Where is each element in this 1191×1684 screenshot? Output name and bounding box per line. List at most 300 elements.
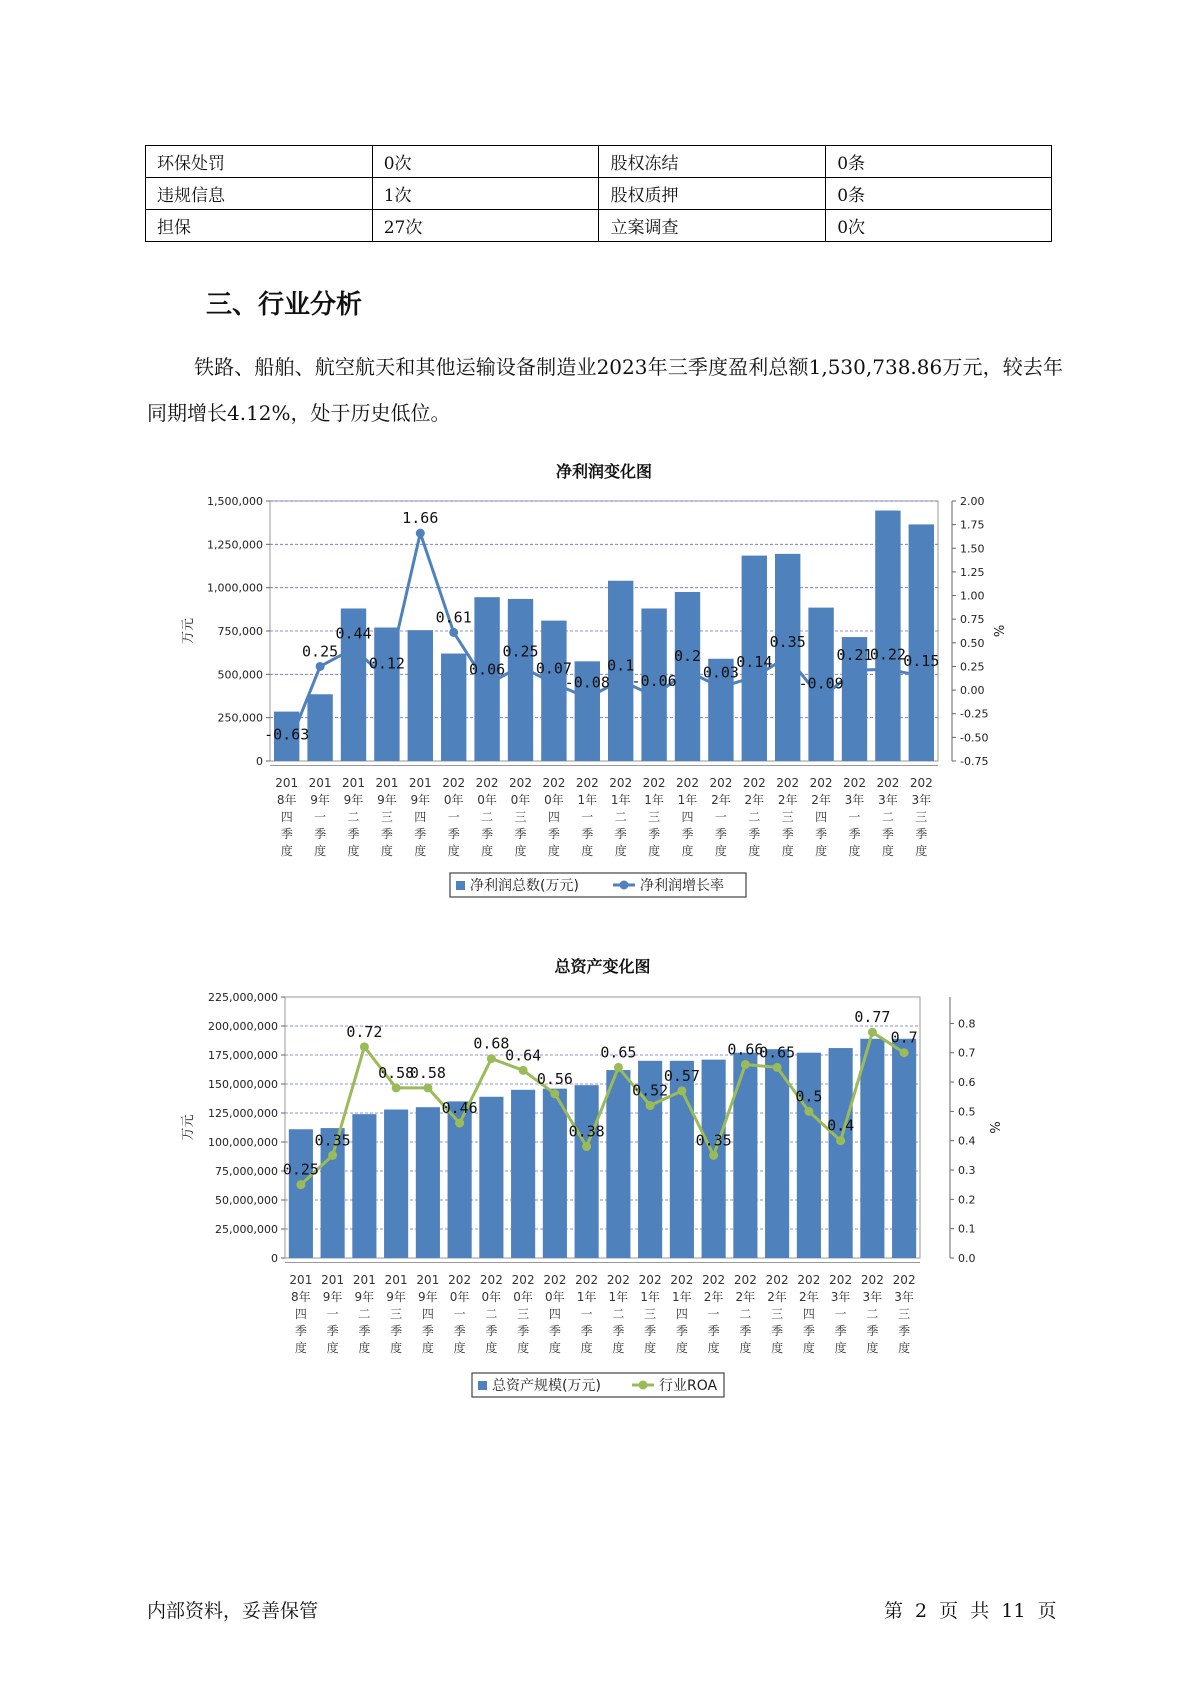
y2-tick-label: 2.00 <box>960 495 985 508</box>
line-point <box>883 665 892 674</box>
svg-text:1年: 1年 <box>640 1290 660 1304</box>
svg-text:季: 季 <box>644 1324 657 1338</box>
svg-text:202: 202 <box>892 1273 916 1287</box>
data-label: 0.21 <box>836 646 873 665</box>
svg-text:度: 度 <box>358 1341 371 1355</box>
x-tick-label <box>416 1273 439 1355</box>
x-tick-label <box>353 1273 376 1355</box>
svg-text:度: 度 <box>675 1341 688 1355</box>
bar <box>829 1048 853 1258</box>
svg-text:202: 202 <box>606 1273 630 1287</box>
data-label: 0.2 <box>673 647 702 666</box>
svg-text:一: 一 <box>326 1307 339 1321</box>
y2-tick-label: 1.50 <box>960 542 985 556</box>
bar <box>408 630 433 761</box>
table-value-cell: 27次 <box>372 210 599 242</box>
data-label: 0.65 <box>759 1043 796 1062</box>
bar <box>352 1114 376 1258</box>
bar <box>479 1097 503 1258</box>
svg-text:季: 季 <box>580 1324 593 1338</box>
svg-text:3年: 3年 <box>894 1290 914 1304</box>
chart-title: 总资产变化图 <box>554 957 651 976</box>
data-label: 0.61 <box>435 608 472 627</box>
svg-text:二: 二 <box>748 810 761 824</box>
svg-text:1年: 1年 <box>577 793 598 807</box>
svg-text:一: 一 <box>707 1307 720 1321</box>
y-tick-label: 100,000,000 <box>208 1136 278 1149</box>
line-point <box>741 1060 750 1069</box>
svg-text:度: 度 <box>815 844 828 858</box>
industry-analysis-paragraph: 铁路、船舶、航空航天和其他运输设备制造业2023年三季度盈利总额1,530,738.86万元，较去年同期增长4.12%，处于历史低位。 <box>147 355 1063 425</box>
svg-text:季: 季 <box>707 1324 720 1338</box>
line-point <box>646 1101 655 1110</box>
data-label: 0.64 <box>505 1046 542 1065</box>
x-tick-label <box>643 776 666 858</box>
section-heading: 三、行业分析 <box>206 290 363 320</box>
x-tick-label <box>509 776 532 858</box>
x-tick-label <box>609 776 632 858</box>
chart-title: 净利润变化图 <box>555 462 653 481</box>
svg-text:三: 三 <box>517 1307 530 1321</box>
svg-text:三: 三 <box>915 810 928 824</box>
bar <box>511 1090 535 1258</box>
svg-text:0年: 0年 <box>443 793 464 807</box>
data-label: 0.57 <box>663 1066 700 1085</box>
data-label: -0.06 <box>631 671 677 690</box>
svg-text:二: 二 <box>347 810 360 824</box>
x-tick-label <box>375 776 398 858</box>
data-label: -0.08 <box>564 673 610 692</box>
line-point <box>868 1028 877 1037</box>
svg-text:三: 三 <box>390 1307 403 1321</box>
legend-line-label: 净利润增长率 <box>640 878 724 894</box>
x-tick-label <box>543 1273 566 1355</box>
svg-text:季: 季 <box>481 827 494 841</box>
svg-text:201: 201 <box>375 776 399 790</box>
svg-text:度: 度 <box>848 844 861 858</box>
svg-text:度: 度 <box>514 844 527 858</box>
data-label: 0.07 <box>535 659 572 678</box>
bar <box>733 1053 757 1258</box>
y2-tick-label: 0.5 <box>958 1105 976 1119</box>
svg-text:一: 一 <box>447 810 460 824</box>
y2-tick-label: -0.50 <box>960 731 989 745</box>
bar <box>909 524 934 761</box>
bar <box>892 1039 916 1258</box>
line-point <box>392 1083 401 1092</box>
table-label-cell: 担保 <box>146 210 373 242</box>
y-tick-label: 1,250,000 <box>207 538 263 552</box>
y2-tick-label: 0.7 <box>958 1046 976 1060</box>
svg-text:季: 季 <box>898 1324 911 1338</box>
svg-text:季: 季 <box>915 827 928 841</box>
svg-text:季: 季 <box>414 827 427 841</box>
svg-text:201: 201 <box>384 1273 408 1287</box>
x-tick-label <box>476 776 499 858</box>
line-point <box>583 693 592 702</box>
y2-tick-label: -0.75 <box>960 755 989 768</box>
x-tick-label <box>810 776 833 858</box>
data-label: 0.46 <box>441 1099 478 1118</box>
table-value-cell: 0条 <box>826 146 1052 178</box>
svg-text:季: 季 <box>802 1324 815 1338</box>
bar <box>860 1039 884 1258</box>
svg-text:202: 202 <box>670 1273 694 1287</box>
svg-text:季: 季 <box>748 827 761 841</box>
y2-axis-label: % <box>993 624 1008 638</box>
svg-text:三: 三 <box>514 810 527 824</box>
svg-text:度: 度 <box>326 1341 339 1355</box>
line-point <box>750 672 759 681</box>
x-tick-label <box>289 1273 312 1355</box>
svg-text:一: 一 <box>314 810 327 824</box>
line-point <box>650 691 659 700</box>
line-point <box>683 667 692 676</box>
y-tick-label: 25,000,000 <box>215 1223 278 1236</box>
svg-text:3年: 3年 <box>878 793 898 807</box>
svg-text:季: 季 <box>614 827 627 841</box>
svg-text:一: 一 <box>848 810 861 824</box>
bar <box>307 694 332 761</box>
x-tick-label <box>702 1273 725 1355</box>
y-axis-label: 万元 <box>181 1114 196 1141</box>
svg-text:季: 季 <box>547 827 560 841</box>
svg-text:9年: 9年 <box>418 1290 438 1304</box>
svg-text:2年: 2年 <box>744 793 765 807</box>
svg-text:季: 季 <box>294 1324 307 1338</box>
svg-text:度: 度 <box>739 1341 752 1355</box>
svg-text:0年: 0年 <box>477 793 497 807</box>
y-tick-label: 175,000,000 <box>208 1049 278 1062</box>
svg-text:度: 度 <box>915 844 928 858</box>
y-tick-label: 500,000 <box>217 668 263 682</box>
line-point <box>487 1054 496 1063</box>
y-tick-label: 250,000 <box>217 711 263 725</box>
table-value-cell: 0次 <box>826 210 1052 242</box>
line-point <box>423 1083 432 1092</box>
svg-text:1年: 1年 <box>576 1290 597 1304</box>
svg-text:度: 度 <box>547 844 560 858</box>
x-tick-label <box>607 1273 630 1355</box>
svg-text:202: 202 <box>638 1273 662 1287</box>
svg-text:201: 201 <box>321 1273 345 1287</box>
y2-tick-label: 0.4 <box>958 1134 976 1148</box>
legend <box>450 873 746 897</box>
legend <box>472 1373 724 1397</box>
svg-text:202: 202 <box>442 776 466 790</box>
table-label-cell: 股权质押 <box>599 178 826 210</box>
x-tick-label <box>342 776 365 858</box>
line-point <box>455 1119 464 1128</box>
svg-text:四: 四 <box>675 1307 688 1321</box>
svg-text:季: 季 <box>548 1324 561 1338</box>
svg-text:季: 季 <box>421 1324 434 1338</box>
legend-bar-swatch <box>456 881 465 890</box>
svg-text:季: 季 <box>815 827 828 841</box>
svg-text:度: 度 <box>517 1341 530 1355</box>
svg-text:202: 202 <box>509 776 532 790</box>
data-label: 0.56 <box>536 1069 573 1088</box>
svg-text:1年: 1年 <box>672 1290 692 1304</box>
data-label: 0.14 <box>736 652 773 671</box>
y-tick-label: 0 <box>271 1252 278 1265</box>
svg-text:202: 202 <box>448 1273 472 1287</box>
svg-text:度: 度 <box>612 1341 625 1355</box>
y2-tick-label: 0.8 <box>958 1017 976 1031</box>
data-label: 0.58 <box>409 1063 446 1082</box>
svg-text:四: 四 <box>681 810 694 824</box>
table-value-cell: 0次 <box>372 146 599 178</box>
x-tick-label <box>321 1273 344 1355</box>
svg-text:季: 季 <box>347 827 360 841</box>
data-label: 0.52 <box>632 1081 669 1100</box>
svg-text:度: 度 <box>453 1341 466 1355</box>
y-tick-label: 150,000,000 <box>208 1078 278 1091</box>
svg-text:202: 202 <box>829 1273 853 1287</box>
svg-text:三: 三 <box>380 810 393 824</box>
svg-text:二: 二 <box>881 810 894 824</box>
svg-text:202: 202 <box>876 776 900 790</box>
svg-text:二: 二 <box>614 810 627 824</box>
svg-text:季: 季 <box>771 1324 784 1338</box>
svg-text:9年: 9年 <box>410 793 431 807</box>
line-point <box>483 680 492 689</box>
svg-text:2年: 2年 <box>767 1290 787 1304</box>
svg-text:2年: 2年 <box>711 793 731 807</box>
svg-text:二: 二 <box>358 1307 371 1321</box>
svg-text:度: 度 <box>294 1341 307 1355</box>
data-label: 0.03 <box>702 663 739 682</box>
svg-text:度: 度 <box>681 844 694 858</box>
svg-text:度: 度 <box>781 844 794 858</box>
svg-text:季: 季 <box>581 827 594 841</box>
svg-text:度: 度 <box>548 1341 561 1355</box>
data-label: 0.38 <box>568 1122 605 1141</box>
svg-text:季: 季 <box>485 1324 498 1338</box>
data-label: 0.65 <box>600 1043 637 1062</box>
x-tick-label <box>776 776 799 858</box>
table-label-cell: 立案调查 <box>599 210 826 242</box>
y2-tick-label: -0.25 <box>960 707 989 721</box>
x-tick-label <box>829 1273 852 1355</box>
svg-text:1年: 1年 <box>608 1290 629 1304</box>
x-tick-label <box>442 776 465 858</box>
svg-text:9年: 9年 <box>343 793 364 807</box>
line-point <box>549 679 558 688</box>
data-label: 0.77 <box>854 1008 891 1027</box>
svg-text:四: 四 <box>280 810 293 824</box>
bar <box>289 1129 313 1258</box>
svg-text:0年: 0年 <box>449 1290 470 1304</box>
line-point <box>382 674 391 683</box>
x-tick-label <box>676 776 699 858</box>
x-tick-label <box>743 776 766 858</box>
svg-text:二: 二 <box>612 1307 625 1321</box>
line-point <box>804 1107 813 1116</box>
y2-tick-label: 0.3 <box>958 1164 976 1178</box>
svg-text:202: 202 <box>676 776 699 790</box>
table-label-cell: 股权冻结 <box>599 146 826 178</box>
y-tick-label: 1,000,000 <box>207 581 263 595</box>
bar <box>416 1107 440 1258</box>
y2-tick-label: 0.00 <box>960 684 985 698</box>
svg-text:度: 度 <box>614 844 627 858</box>
line-point <box>519 1066 528 1075</box>
y2-tick-label: 0.50 <box>960 636 985 650</box>
svg-text:季: 季 <box>280 827 293 841</box>
line-point <box>296 1180 305 1189</box>
svg-text:2年: 2年 <box>703 1290 724 1304</box>
svg-text:1年: 1年 <box>677 793 698 807</box>
svg-text:3年: 3年 <box>830 1290 851 1304</box>
y2-tick-label: 1.25 <box>960 565 985 579</box>
y2-axis-label: % <box>989 1121 1004 1134</box>
x-tick-label <box>409 776 432 858</box>
svg-text:3年: 3年 <box>862 1290 883 1304</box>
line-point <box>516 662 525 671</box>
svg-text:202: 202 <box>765 1273 789 1287</box>
data-label: 1.66 <box>402 509 439 528</box>
svg-text:季: 季 <box>453 1324 466 1338</box>
svg-text:度: 度 <box>898 1341 911 1355</box>
svg-text:度: 度 <box>648 844 661 858</box>
data-label: 0.68 <box>473 1034 510 1053</box>
y-tick-label: 225,000,000 <box>208 991 278 1004</box>
svg-text:四: 四 <box>294 1307 307 1321</box>
svg-text:季: 季 <box>612 1324 625 1338</box>
svg-text:季: 季 <box>390 1324 403 1338</box>
x-tick-label <box>480 1273 503 1355</box>
svg-text:度: 度 <box>485 1341 498 1355</box>
data-label: 0.35 <box>314 1131 351 1150</box>
table-row <box>146 178 1052 210</box>
x-tick-label <box>876 776 899 858</box>
svg-text:季: 季 <box>517 1324 530 1338</box>
y-tick-label: 50,000,000 <box>215 1194 278 1207</box>
data-label: 0.25 <box>282 1160 319 1179</box>
line-point <box>817 694 826 703</box>
data-label: 0.35 <box>695 1131 732 1150</box>
svg-text:8年: 8年 <box>276 793 297 807</box>
svg-text:202: 202 <box>479 1273 503 1287</box>
legend-bar-swatch <box>478 1381 487 1390</box>
table-value-cell: 1次 <box>372 178 599 210</box>
x-tick-label <box>797 1273 820 1355</box>
data-label: 0.25 <box>302 642 339 661</box>
x-tick-label <box>709 776 732 858</box>
svg-text:一: 一 <box>453 1307 466 1321</box>
svg-text:201: 201 <box>308 776 332 790</box>
data-label: 0.72 <box>346 1022 383 1041</box>
svg-text:度: 度 <box>280 844 293 858</box>
line-point <box>773 1063 782 1072</box>
line-point <box>328 1151 337 1160</box>
svg-text:度: 度 <box>644 1341 657 1355</box>
line-point <box>616 676 625 685</box>
svg-text:202: 202 <box>543 1273 567 1287</box>
y2-tick-label: 0.6 <box>958 1076 976 1090</box>
bar <box>797 1053 821 1258</box>
line-point <box>416 529 425 538</box>
x-tick-label <box>542 776 565 858</box>
svg-text:季: 季 <box>326 1324 339 1338</box>
svg-text:202: 202 <box>609 776 633 790</box>
x-tick-label <box>843 776 866 858</box>
y-tick-label: 125,000,000 <box>208 1107 278 1120</box>
svg-text:9年: 9年 <box>386 1290 406 1304</box>
data-label: 0.1 <box>607 656 635 675</box>
x-tick-label <box>639 1273 662 1355</box>
svg-text:202: 202 <box>575 1273 599 1287</box>
line-point <box>349 644 358 653</box>
svg-text:201: 201 <box>408 776 432 790</box>
y-tick-label: 1,500,000 <box>207 495 263 508</box>
line-point <box>449 628 458 637</box>
bar <box>875 511 900 761</box>
svg-text:季: 季 <box>848 827 861 841</box>
y2-tick-label: 0.1 <box>958 1222 976 1236</box>
svg-text:季: 季 <box>648 827 661 841</box>
svg-text:度: 度 <box>834 1341 847 1355</box>
svg-text:二: 二 <box>481 810 494 824</box>
svg-text:二: 二 <box>739 1307 752 1321</box>
svg-text:202: 202 <box>475 776 499 790</box>
legend-bar-label: 总资产规模(万元) <box>492 1378 601 1394</box>
svg-text:一: 一 <box>581 810 594 824</box>
svg-text:季: 季 <box>380 827 393 841</box>
x-tick-label <box>275 776 298 858</box>
x-tick-label <box>512 1273 535 1355</box>
svg-text:季: 季 <box>834 1324 847 1338</box>
svg-text:度: 度 <box>707 1341 720 1355</box>
line-point <box>783 653 792 662</box>
svg-text:8年: 8年 <box>291 1290 311 1304</box>
svg-text:二: 二 <box>866 1307 879 1321</box>
bar <box>374 628 399 761</box>
data-label: 0.58 <box>378 1063 415 1082</box>
svg-text:四: 四 <box>802 1307 815 1321</box>
footer-page-number: 第 2 页 共 11 页 <box>884 1600 1057 1622</box>
svg-text:度: 度 <box>314 844 327 858</box>
svg-text:季: 季 <box>675 1324 688 1338</box>
svg-text:四: 四 <box>815 810 828 824</box>
y-tick-label: 200,000,000 <box>208 1020 278 1033</box>
svg-text:202: 202 <box>843 776 866 790</box>
table-label-cell: 违规信息 <box>146 178 373 210</box>
footer-confidential: 内部资料，妥善保管 <box>147 1600 319 1622</box>
y2-tick-label: 1.75 <box>960 518 985 532</box>
line-point <box>582 1142 591 1151</box>
table-row <box>146 146 1052 178</box>
data-label: -0.09 <box>798 674 844 693</box>
svg-text:季: 季 <box>314 827 327 841</box>
x-axis-line <box>270 765 938 766</box>
svg-text:201: 201 <box>289 1273 313 1287</box>
svg-text:度: 度 <box>421 1341 434 1355</box>
x-tick-label <box>385 1273 408 1355</box>
svg-text:0年: 0年 <box>545 1290 565 1304</box>
line-point <box>917 671 926 680</box>
svg-text:三: 三 <box>898 1307 911 1321</box>
svg-text:202: 202 <box>776 776 800 790</box>
svg-text:9年: 9年 <box>322 1290 343 1304</box>
y2-tick-label: 1.00 <box>960 589 985 603</box>
svg-text:1年: 1年 <box>610 793 631 807</box>
svg-text:度: 度 <box>347 844 360 858</box>
x-tick-label <box>670 1273 693 1355</box>
svg-text:0年: 0年 <box>513 1290 533 1304</box>
x-tick-label <box>576 776 599 858</box>
